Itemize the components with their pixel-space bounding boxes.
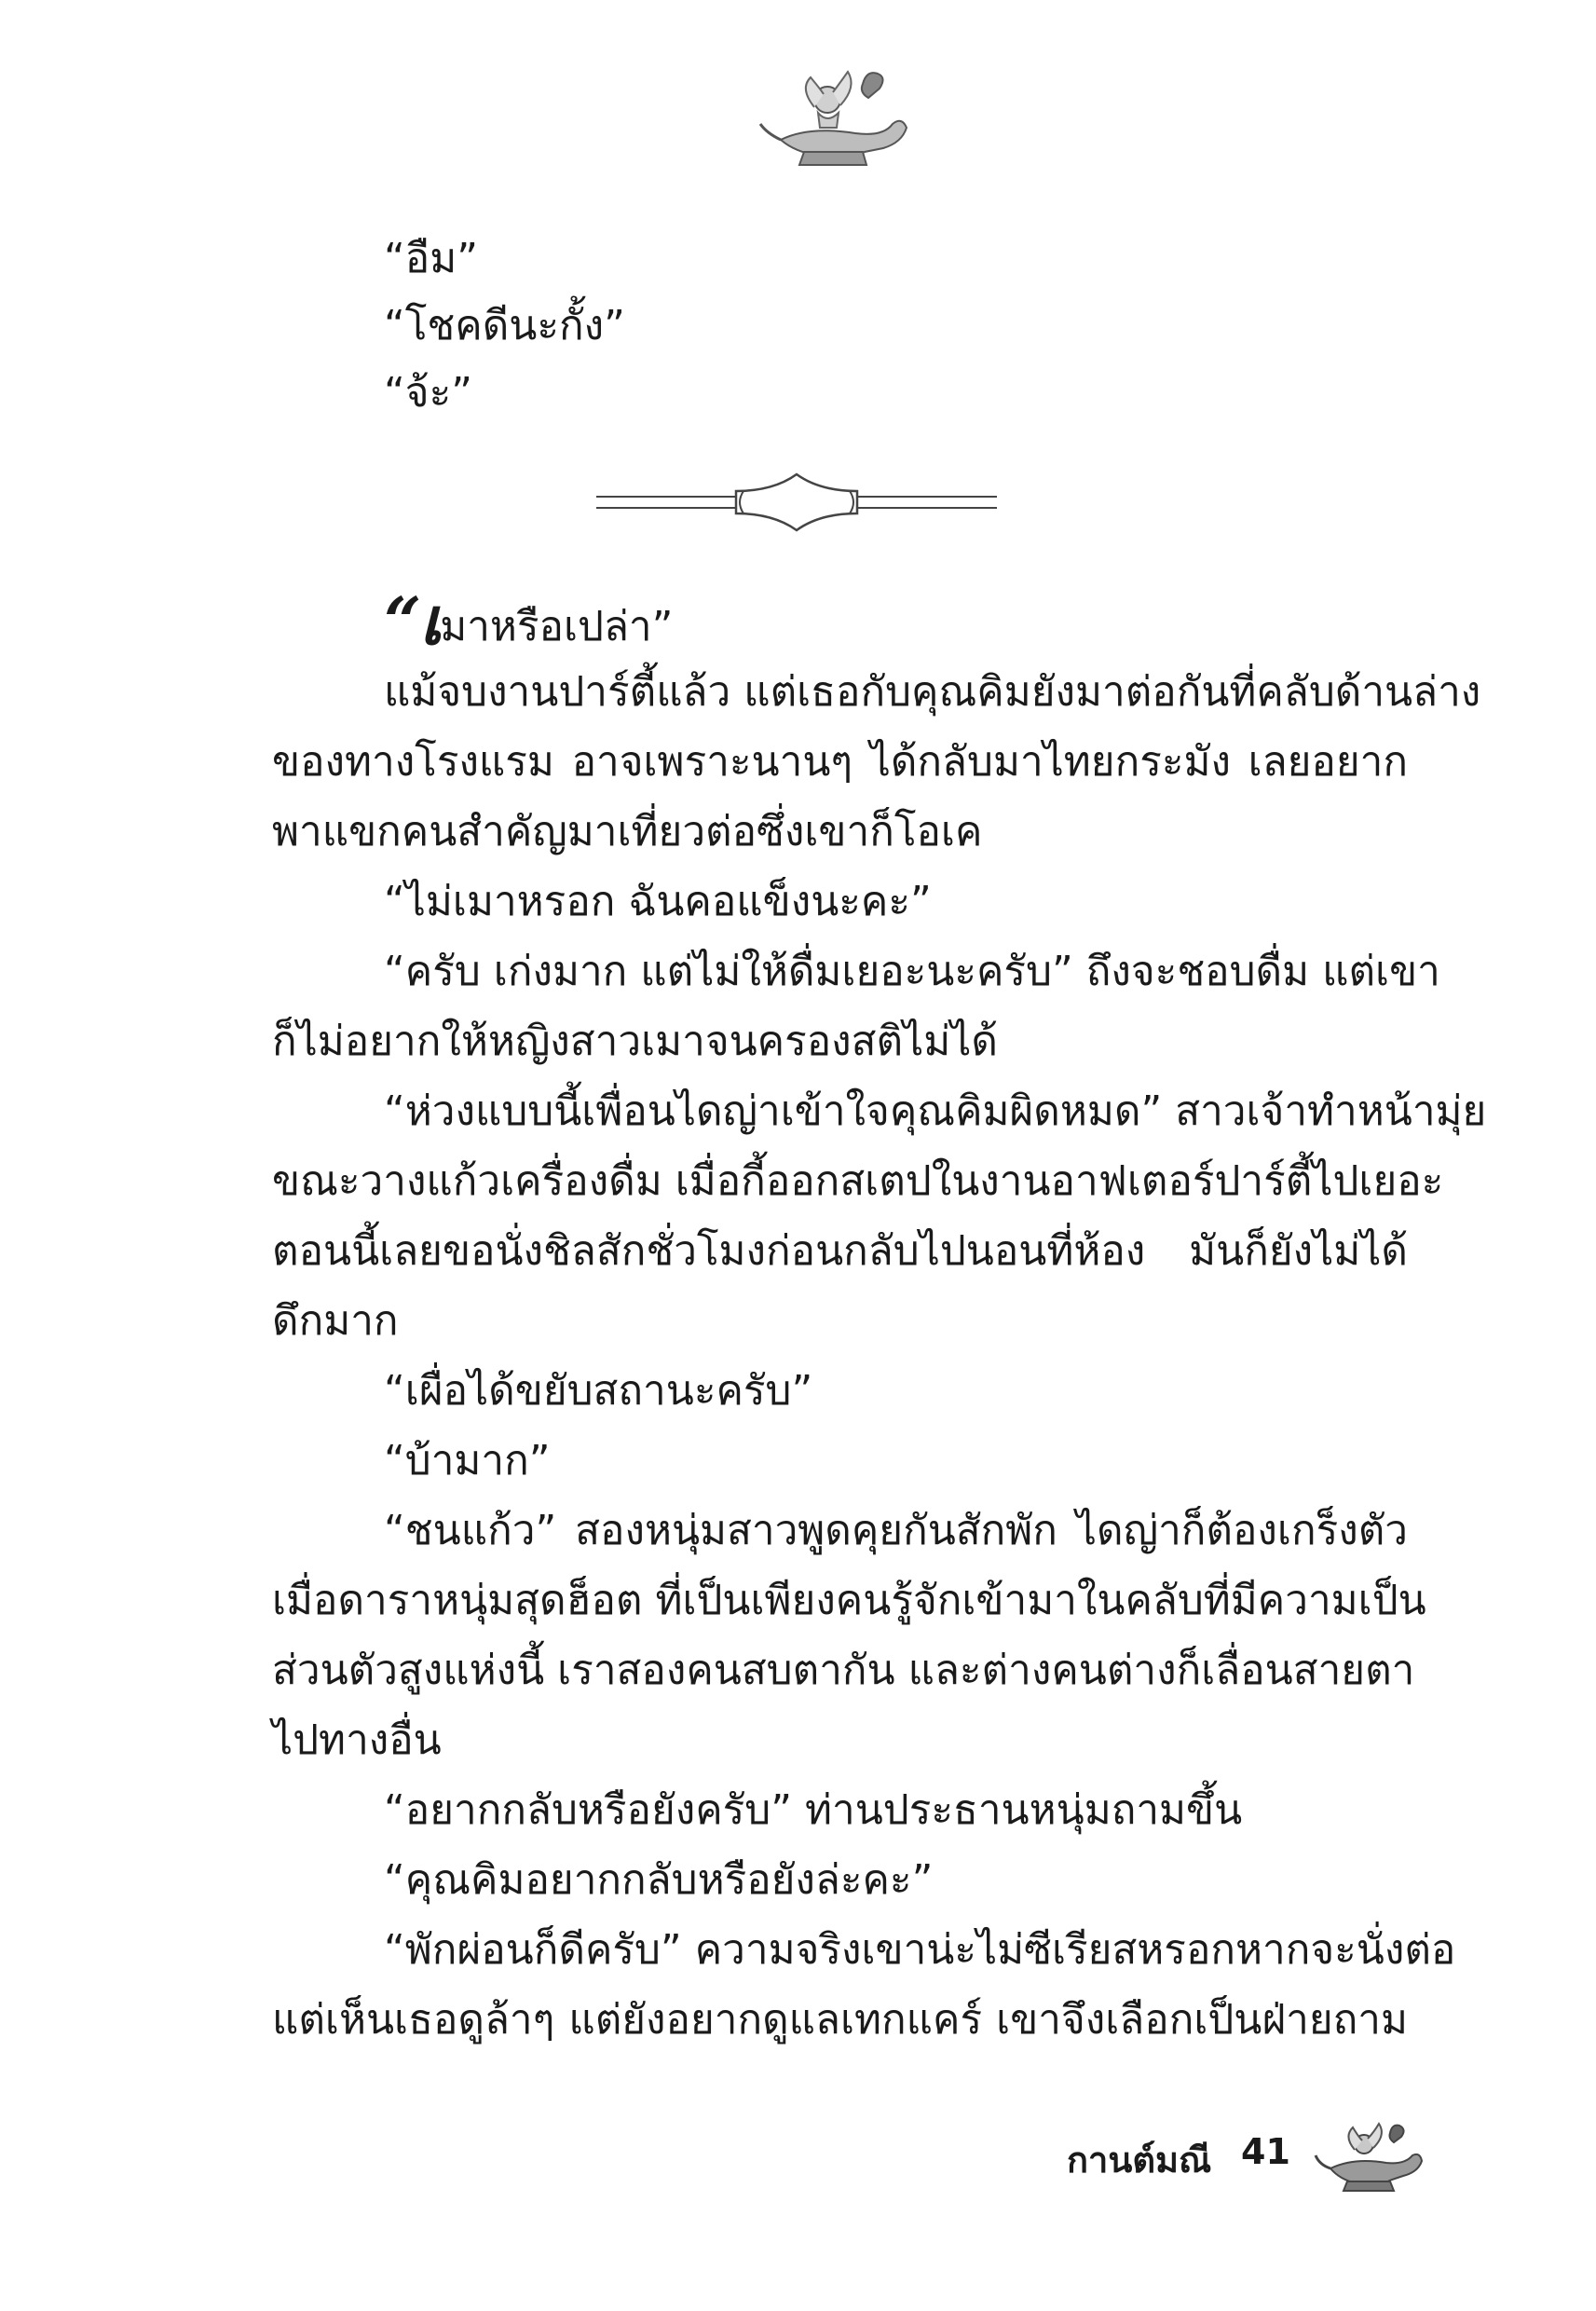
paragraph-line: แต่เห็นเธอดูล้าๆ แต่ยังอยากดูแลเทกแคร์ เขาจึงเลือกเป็นฝ่ายถาม [272,1996,1408,2044]
paragraph-line: “ชนแก้ว” สองหนุ่มสาวพูดคุยกันสักพัก ไดญ่าก็ต้องเกร็งตัว [384,1507,1408,1554]
paragraph-line: ขณะวางแก้วเครื่องดื่ม เมื่อกี้ออกสเตปในงานอาฟเตอร์ปาร์ตี้ไปเยอะ [272,1157,1444,1205]
paragraph-line: ไปทางอื่น [272,1716,442,1764]
cherub-teapot-icon [753,51,911,172]
page-number: 41 [1241,2131,1290,2172]
paragraph-line: ก็ไม่อยากให้หญิงสาวเมาจนครองสติไม่ได้ [272,1018,998,1065]
cherub-teapot-small-icon [1312,2111,1424,2195]
paragraph-line: “อยากกลับหรือยังครับ” ท่านประธานหนุ่มถามขึ้น [384,1786,1243,1834]
dropcap-letter: “เ [384,582,441,660]
paragraph-line: “เผื่อได้ขยับสถานะครับ” [384,1367,813,1415]
paragraph-line: “ไม่เมาหรอก ฉันคอแข็งนะคะ” [384,878,932,925]
author-name: กานต์มณี [1067,2140,1212,2181]
paragraph-line: พาแขกคนสำคัญมาเที่ยวต่อซึ่งเขาก็โอเค [272,808,983,855]
dialogue-line: “โชคดีนะกั้ง” [384,302,625,349]
paragraph-line: “บ้ามาก” [384,1437,551,1484]
dialogue-line: “จ้ะ” [384,369,473,417]
paragraph-line: แม้จบงานปาร์ตี้แล้ว แต่เธอกับคุณคิมยังมาต่อกันที่คลับด้านล่าง [384,668,1481,716]
paragraph-line: ตอนนี้เลยขอนั่งชิลสักชั่วโมงก่อนกลับไปนอนที่ห้อง มันก็ยังไม่ได้ [272,1227,1408,1275]
ornamental-divider-icon [596,471,997,536]
paragraph-line: เมื่อดาราหนุ่มสุดฮ็อต ที่เป็นเพียงคนรู้จักเข้ามาในคลับที่มีความเป็น [272,1577,1426,1624]
dialogue-line: “อืม” [384,235,479,282]
paragraph-line: “พักผ่อนก็ดีครับ” ความจริงเขาน่ะไม่ซีเรียสหรอกหากจะนั่งต่อ [384,1926,1456,1974]
paragraph-line: ดึกมาก [272,1297,399,1345]
paragraph-line: ของทางโรงแรม อาจเพราะนานๆ ได้กลับมาไทยกระมัง เลยอยาก [272,738,1408,786]
dropcap-rest: มาหรือเปล่า” [440,603,674,650]
dropcap-line [384,582,674,660]
paragraph-line: “ครับ เก่งมาก แต่ไม่ให้ดื่มเยอะนะครับ” ถึงจะชอบดื่ม แต่เขา [384,948,1440,995]
paragraph-line: ส่วนตัวสูงแห่งนี้ เราสองคนสบตากัน และต่างคนต่างก็เลื่อนสายตา [272,1647,1415,1694]
paragraph-line: “ห่วงแบบนี้เพื่อนไดญ่าเข้าใจคุณคิมผิดหมด” สาวเจ้าทำหน้ามุ่ย [384,1087,1487,1135]
paragraph-line: “คุณคิมอยากกลับหรือยังล่ะคะ” [384,1856,934,1904]
